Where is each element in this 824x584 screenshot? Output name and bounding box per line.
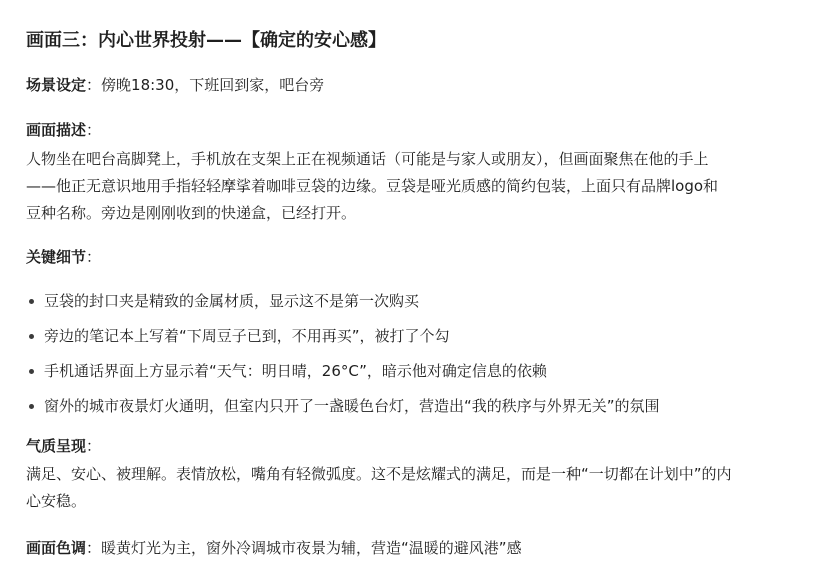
list-item-text: 旁边的笔记本上写着“下周豆子已到，不用再买”，被打了个勾 [44,327,450,345]
scene-setting [26,73,324,97]
temperament-label: 气质呈现 [26,437,87,455]
list-item [26,359,786,394]
bullet-icon [29,299,34,304]
details-list [26,289,786,429]
description-heading [26,118,101,142]
temperament-line: 心安稳。 [26,492,87,510]
list-item-text: 豆袋的封口夹是精致的金属材质，显示这不是第一次购买 [44,292,420,310]
description-line: ——他正无意识地用手指轻轻摩挲着咖啡豆袋的边缘。豆袋是哑光质感的简约包装，上面只有品牌logo和 [26,177,719,195]
scene-setting-colon: ： [86,76,102,94]
description-line: 人物坐在吧台高脚凳上，手机放在支架上正在视频通话（可能是与家人或朋友），但画面聚焦在他的手上 [26,150,709,168]
color-tone [26,536,522,560]
list-item [26,289,786,324]
temperament-colon: ： [86,437,102,455]
details-heading [26,245,101,269]
list-item [26,324,786,359]
bullet-icon [29,404,34,409]
description-colon: ： [86,121,102,139]
details-label: 关键细节 [26,248,87,266]
details-colon: ： [86,248,102,266]
description-label: 画面描述 [26,121,87,139]
temperament-paragraph [26,461,786,515]
list-item-text: 手机通话界面上方显示着“天气：明日晴，26°C”，暗示他对确定信息的依赖 [44,362,547,380]
temperament-line: 满足、安心、被理解。表情放松，嘴角有轻微弧度。这不是炫耀式的满足，而是一种“一切都在计划中”的内 [26,465,732,483]
bullet-icon [29,369,34,374]
list-item [26,394,786,429]
temperament-heading [26,434,101,458]
scene-setting-text: 傍晚18:30，下班回到家，吧台旁 [101,76,325,94]
color-tone-label: 画面色调 [26,539,87,557]
color-tone-text: 暖黄灯光为主，窗外冷调城市夜景为辅，营造“温暖的避风港”感 [101,539,522,557]
list-item-text: 窗外的城市夜景灯火通明，但室内只开了一盏暖色台灯，营造出“我的秩序与外界无关”的氛围 [44,397,660,415]
color-tone-colon: ： [86,539,102,557]
bullet-icon [29,334,34,339]
description-line: 豆种名称。旁边是刚刚收到的快递盒，已经打开。 [26,204,357,222]
scene-setting-label: 场景设定 [26,76,87,94]
description-paragraph [26,146,786,227]
page-title: 画面三：内心世界投射——【确定的安心感】 [26,30,386,51]
